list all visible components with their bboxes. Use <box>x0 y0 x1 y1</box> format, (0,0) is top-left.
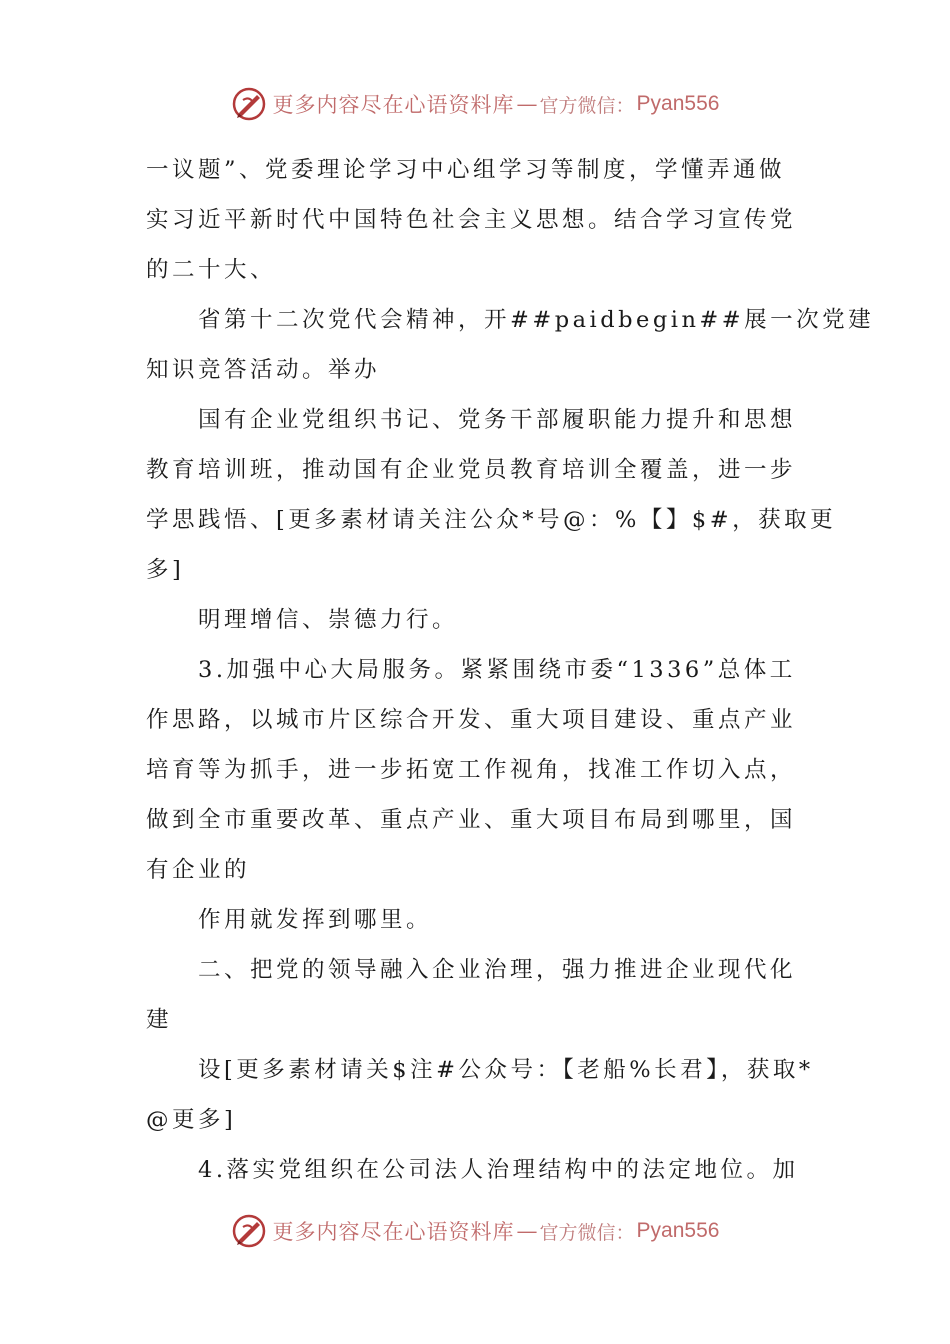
watermark-site-text: 更多内容尽在心语资料库 <box>272 93 515 117</box>
pen-seal-logo-icon <box>231 86 267 122</box>
watermark-wechat-id: Pyan556 <box>636 92 720 115</box>
text-line: 省第十二次党代会精神，开##paidbegin##展一次党建 <box>198 307 875 333</box>
text-line: 4.落实党组织在公司法人治理结构中的法定地位。加 <box>198 1157 799 1183</box>
text-line: 一议题”、党委理论学习中心组学习等制度，学懂弄通做 <box>146 157 786 183</box>
text-line: 做到全市重要改革、重点产业、重大项目布局到哪里，国 <box>146 807 797 833</box>
text-line: 实习近平新时代中国特色社会主义思想。结合学习宣传党 <box>146 207 797 233</box>
text-line: 作用就发挥到哪里。 <box>198 907 433 933</box>
watermark-footer <box>0 1211 950 1251</box>
text-line: 建 <box>146 1007 173 1033</box>
text-line: 知识竞答活动。举办 <box>146 357 381 383</box>
text-line: 培育等为抓手，进一步拓宽工作视角，找准工作切入点， <box>146 757 797 783</box>
text-line: 作思路，以城市片区综合开发、重大项目建设、重点产业 <box>146 707 797 733</box>
watermark-site-text: 更多内容尽在心语资料库 <box>272 1220 515 1244</box>
text-line: 二、把党的领导融入企业治理，强力推进企业现代化 <box>198 957 797 983</box>
text-line: 教育培训班，推动国有企业党员教育培训全覆盖，进一步 <box>146 457 797 483</box>
text-line: 3.加强中心大局服务。紧紧围绕市委“1336”总体工 <box>198 657 796 683</box>
text-line: @更多] <box>146 1107 237 1133</box>
watermark-separator: — <box>516 92 538 116</box>
document-body <box>146 145 875 1195</box>
text-line: 国有企业党组织书记、党务干部履职能力提升和思想 <box>198 407 797 433</box>
text-line: 学思践悟、[更多素材请关注公众*号@：%【】$#，获取更 <box>146 507 837 533</box>
pen-seal-logo-icon <box>231 1213 267 1249</box>
text-line: 有企业的 <box>146 857 251 883</box>
watermark-header <box>0 84 950 124</box>
watermark-wechat-id: Pyan556 <box>636 1219 720 1242</box>
text-line: 的二十大、 <box>146 257 277 283</box>
watermark-wechat-label: 官方微信： <box>539 94 635 117</box>
text-line: 多] <box>146 557 185 583</box>
text-line: 设[更多素材请关$注#公众号：【老船%长君】，获取* <box>198 1057 814 1083</box>
watermark-separator: — <box>516 1219 538 1243</box>
text-line: 明理增信、崇德力行。 <box>198 607 459 633</box>
watermark-wechat-label: 官方微信： <box>539 1221 635 1244</box>
